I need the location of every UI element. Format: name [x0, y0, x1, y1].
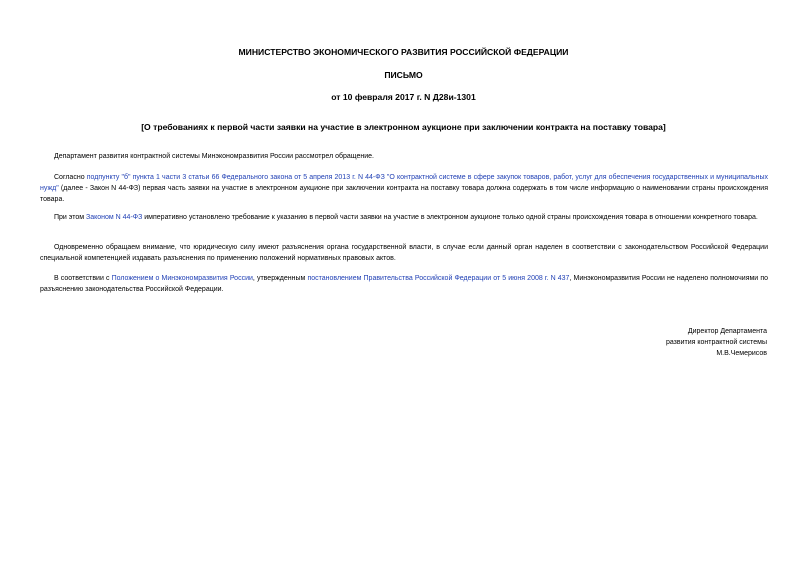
subject-heading: [О требованиях к первой части заявки на участие в электронном аукционе при заключении контракта на поставку товара]	[141, 122, 666, 132]
paragraph-5-text-1: В соответствии с	[54, 275, 112, 282]
law-44fz-link[interactable]: Законом N 44-ФЗ	[85, 214, 143, 221]
signature-name: М.В.Чемерисов	[716, 350, 767, 357]
paragraph-2-text-2: (далее - Закон N 44-ФЗ) первая часть заявки на участие в электронном аукционе при заключении контракта на поставку товара должна содержать в том числе информацию о наименовании страны происхождения товара.	[40, 185, 768, 203]
paragraph-5-text-2: , утвержденным	[252, 275, 308, 282]
paragraph-5-text-3: , Минэкономразвития России не наделено полномочиями по разъяснению законодательства Российской Федерации.	[40, 275, 769, 293]
date-number-heading: от 10 февраля 2017 г. N Д28и-1301	[331, 92, 476, 102]
paragraph-3-text-1: При этом	[54, 214, 86, 221]
ministry-heading: МИНИСТЕРСТВО ЭКОНОМИЧЕСКОГО РАЗВИТИЯ РОССИЙСКОЙ ФЕДЕРАЦИИ	[238, 47, 569, 57]
signature-department: развития контрактной системы	[665, 339, 767, 346]
paragraph-2-text-1: Согласно	[54, 174, 87, 181]
paragraph-1: Департамент развития контрактной системы Минэкономразвития России рассмотрел обращение.	[54, 153, 374, 160]
paragraph-3-text-2: императивно установлено требование к указанию в первой части заявки на участие в электронном аукционе только одной страны происхождения товара в отношении конкретного товара.	[142, 214, 758, 221]
ministry-regulation-link[interactable]: Положением о Минэкономразвития России	[111, 275, 253, 282]
document-type-heading: ПИСЬМО	[384, 70, 423, 80]
paragraph-4: Одновременно обращаем внимание, что юридическую силу имеют разъяснения органа государственной власти, в случае если данный орган наделен в соответствии с законодательством Российской Федерации специальной компетенцией издавать разъяснения по применению положений нормативных правовых актов.	[40, 244, 768, 262]
government-decree-437-link[interactable]: постановлением Правительства Российской Федерации от 5 июня 2008 г. N 437	[307, 275, 570, 282]
paragraph-5	[40, 273, 768, 295]
paragraph-3	[40, 212, 768, 223]
signature-position: Директор Департамента	[687, 328, 767, 335]
paragraph-2	[40, 172, 768, 205]
law-44fz-article-66-link[interactable]: подпункту "б" пункта 1 части 3 статьи 66 Федерального закона от 5 апреля 2013 г. N 44-ФЗ "О контрактной системе в сфере закупок товаров, работ, услуг для обеспечения государственных и муниципальных нужд"	[40, 174, 769, 192]
signature-block	[567, 326, 767, 359]
